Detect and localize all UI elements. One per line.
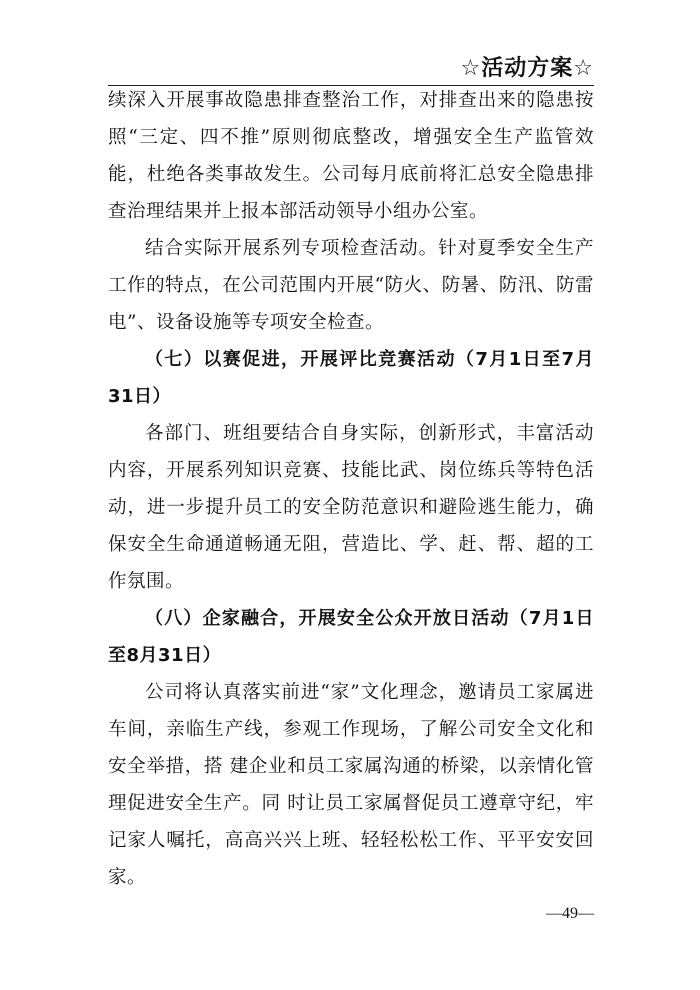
section-heading-eight: （八）企家融合，开展安全公众开放日活动（7月1日至8月31日）	[108, 608, 594, 666]
section-heading-seven: （七）以赛促进，开展评比竞赛活动（7月1日至7月31日）	[108, 349, 594, 407]
paragraph-competition: 各部门、班组要结合自身实际，创新形式，丰富活动内容，开展系列知识竞赛、技能比武、岗位练兵等特色活动，进一步提升员工的安全防范意识和避险逃生能力，确保安全生命通道畅通无阻，营造比、学、赶、帮、超的工作氛围。	[108, 423, 594, 592]
page-number: —49—	[546, 905, 594, 922]
paragraph-continuation: 续深入开展事故隐患排查整治工作，对排查出来的隐患按照“三定、四不推”原则彻底整改，增强安全生产监管效能，杜绝各类事故发生。公司每月底前将汇总安全隐患排查治理结果并上报本部活动领导小组办公室。	[108, 90, 594, 222]
header-title: ☆活动方案☆	[460, 56, 594, 81]
paragraph-open-day: 公司将认真落实前进“家”文化理念，邀请员工家属进车间，亲临生产线，参观工作现场，了解公司安全文化和安全举措，搭 建企业和员工家属沟通的桥梁，以亲情化管理促进安全生产。同 时让员工家属督促员工遵章守纪，牢记家人嘱托，高高兴兴上班、轻轻松松工作、平平安安回家。	[108, 682, 594, 888]
document-body	[108, 82, 594, 896]
paragraph-special-inspection: 结合实际开展系列专项检查活动。针对夏季安全生产工作的特点，在公司范围内开展“防火、防暑、防汛、防雷电”、设备设施等专项安全检查。	[108, 238, 594, 333]
